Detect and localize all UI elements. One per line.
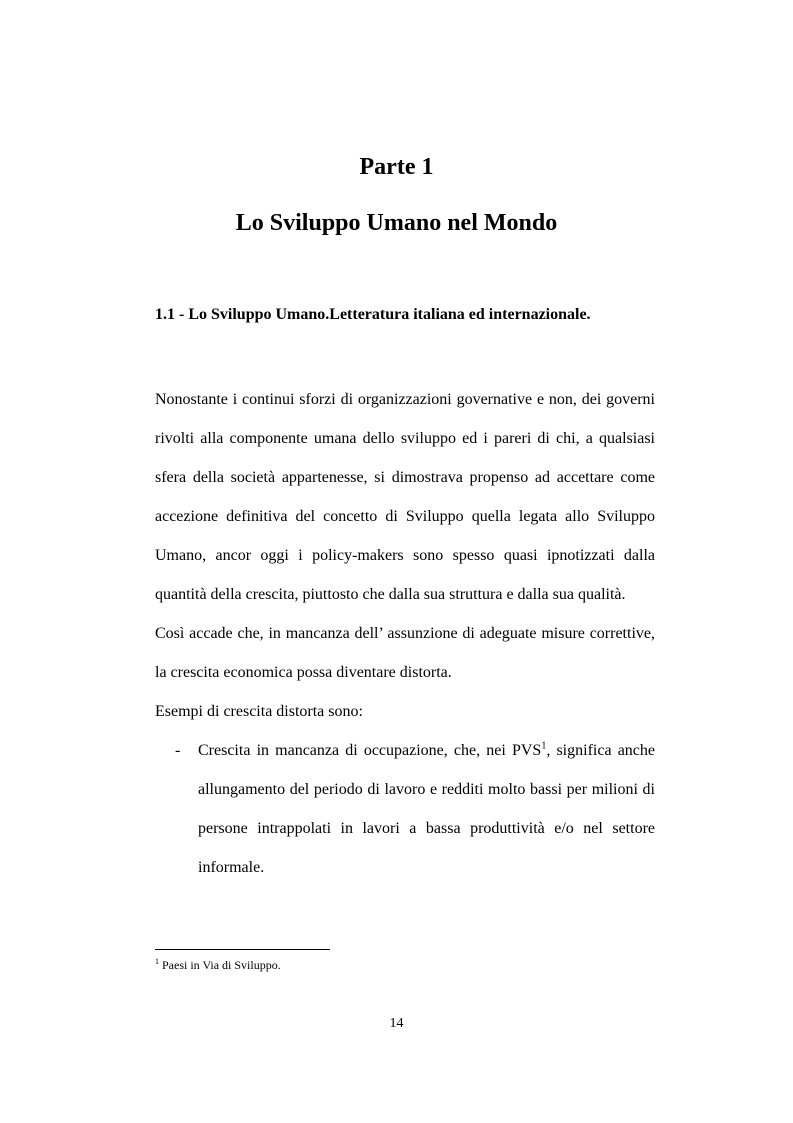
chapter-title: Lo Sviluppo Umano nel Mondo (235, 210, 558, 236)
footnote-reference: 1 (541, 740, 547, 752)
list-item-text-before: Crescita in mancanza di occupazione, che, nei PVS (198, 742, 542, 759)
list-bullet: - (175, 742, 181, 759)
footnote-text: Paesi in Via di Sviluppo. (159, 958, 281, 972)
list-item (155, 731, 655, 887)
paragraph-2: Così accade che, in mancanza dell’ assunzione di adeguate misure correttive, la crescita economica possa diventare distorta. (155, 625, 655, 681)
section-heading: 1.1 - Lo Sviluppo Umano.Letteratura italiana ed internazionale. (155, 306, 591, 323)
list-item-text-after: , significa anche allungamento del periodo di lavoro e redditi molto bassi per milioni di persone intrappolati in lavori a bassa produttività e/o nel settore informale. (198, 742, 655, 876)
paragraph-3: Esempi di crescita distorta sono: (155, 703, 363, 720)
footnote (155, 956, 281, 974)
example-list (155, 731, 655, 887)
part-title: Parte 1 (359, 154, 434, 180)
body-text (155, 380, 655, 887)
page-number: 14 (389, 1016, 404, 1031)
paragraph-1: Nonostante i continui sforzi di organizzazioni governative e non, dei governi rivolti alla componente umana dello sviluppo ed i pareri di chi, a qualsiasi sfera della società appartenesse, si dimostrava propenso ad accettare come accezione definitiva del concetto di Sviluppo quella legata allo Sviluppo Umano, ancor oggi i policy-makers sono spesso quasi ipnotizzati dalla quantità della crescita, piuttosto che dalla sua struttura e dalla sua qualità. (155, 391, 655, 603)
footnote-marker: 1 (155, 957, 159, 966)
footnote-divider (155, 949, 330, 950)
